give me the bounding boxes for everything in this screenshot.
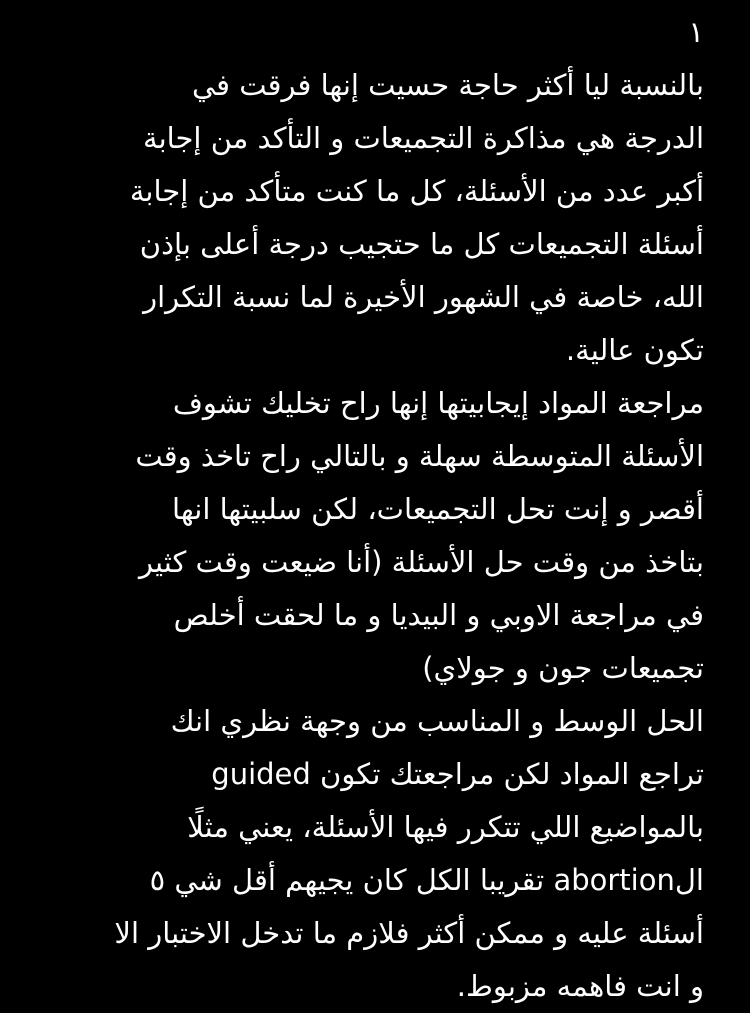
note-line: الدرجة هي مذاكرة التجميعات و التأكد من إجابة <box>143 121 704 155</box>
note-number: ١ <box>688 15 704 49</box>
note-line: بالنسبة ليا أكثر حاجة حسيت إنها فرقت في <box>191 68 704 102</box>
note-line: تراجع المواد لكن مراجعتك تكون guided <box>211 757 704 791</box>
note-line: أسئلة التجميعات كل ما حتجيب درجة أعلى بإذن <box>139 227 704 261</box>
note-line: الabortion تقريبا الكل كان يجيهم أقل شي ٥ <box>149 863 704 897</box>
note-line: تكون عالية. <box>565 333 704 367</box>
note-line: الحل الوسط و المناسب من وجهة نظري انك <box>170 704 704 738</box>
note-line: و انت فاهمه مزبوط. <box>456 969 704 1003</box>
note-text-block <box>60 6 704 1013</box>
note-line: أسئلة عليه و ممكن أكثر فلازم ما تدخل الاختبار الا <box>114 916 704 950</box>
note-line: بالمواضيع اللي تتكرر فيها الأسئلة، يعني مثلًا <box>187 810 704 844</box>
note-line: الله، خاصة في الشهور الأخيرة لما نسبة التكرار <box>143 280 704 314</box>
note-line: في مراجعة الاوبي و البيديا و ما لحقت أخلص <box>173 598 704 632</box>
note-line: مراجعة المواد إيجابيتها إنها راح تخليك تشوف <box>172 386 704 420</box>
note-line: بتاخذ من وقت حل الأسئلة (أنا ضيعت وقت كثير <box>139 545 704 579</box>
note-line: أقصر و إنت تحل التجميعات، لكن سلبيتها انها <box>172 492 704 526</box>
note-line: أكبر عدد من الأسئلة، كل ما كنت متأكد من إجابة <box>129 174 704 208</box>
note-line: الأسئلة المتوسطة سهلة و بالتالي راح تاخذ وقت <box>135 439 704 473</box>
note-line: تجميعات جون و جولاي) <box>422 651 704 685</box>
